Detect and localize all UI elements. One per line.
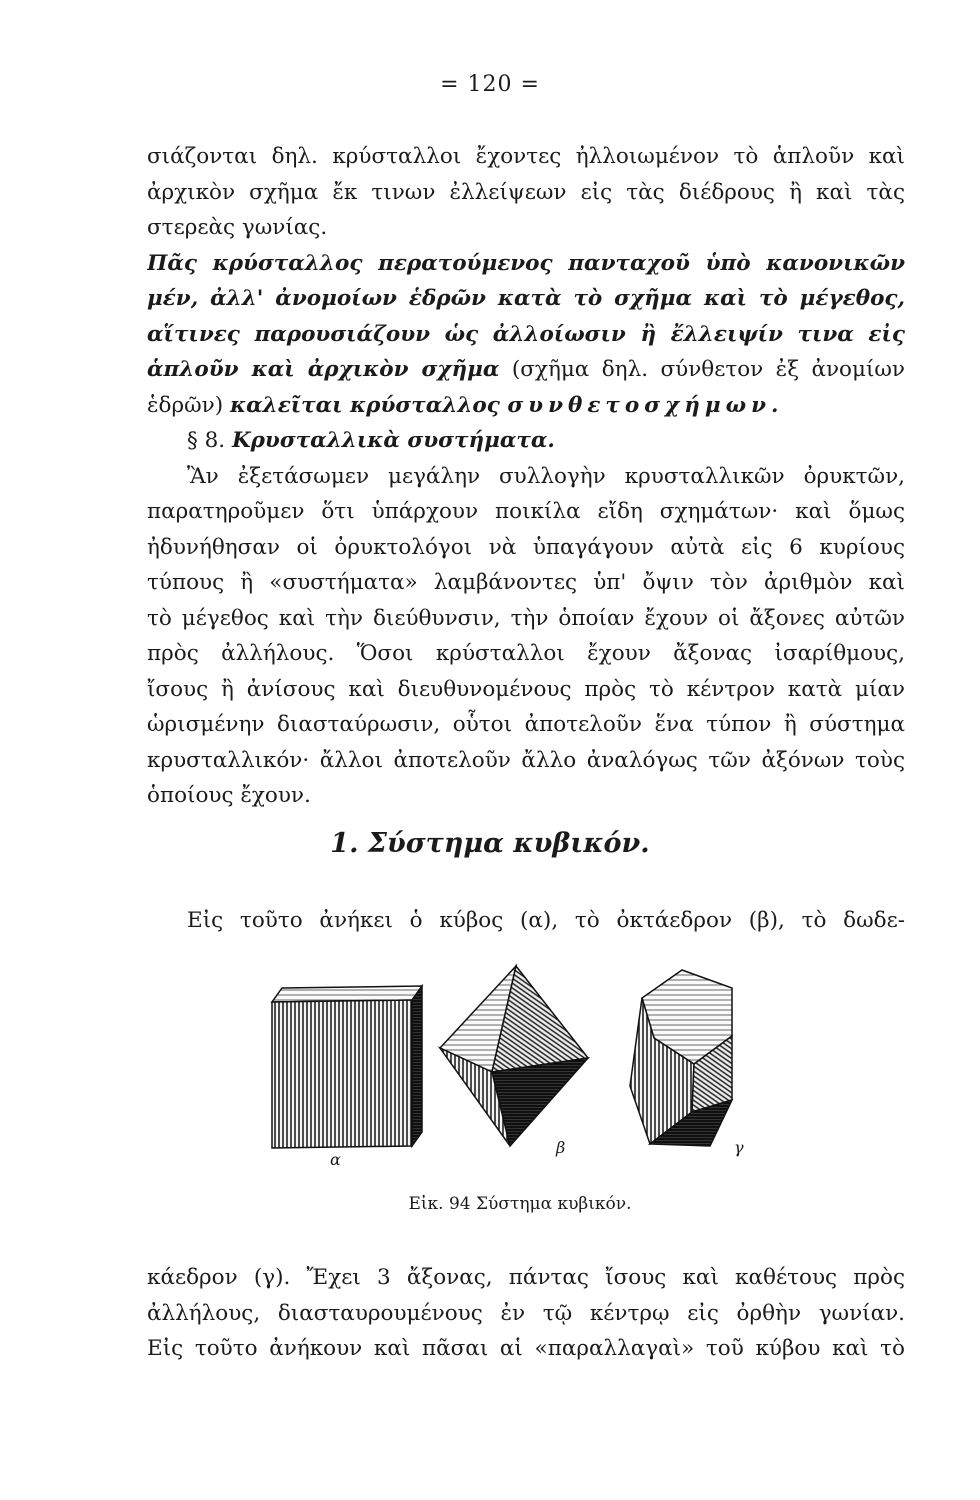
- section-number: § 8.: [187, 428, 232, 453]
- dodecahedron-drawing: [630, 970, 732, 1146]
- crystal-figure: [262, 958, 922, 1168]
- text-line: στερεὰς γωνίας.: [147, 215, 328, 240]
- text-line: ἠδυνήθησαν οἱ ὀρυκτολόγοι νὰ ὑπαγάγουν αὐτὰ εἰς 6 κυρίους: [147, 534, 905, 560]
- figure-label-beta: β: [556, 1138, 566, 1157]
- system-heading: 1. Σύστημα κυβικόν.: [330, 828, 650, 859]
- definition-plain-part: (σχῆμα δηλ. σύνθετον ἐξ ἀνομίων: [499, 357, 905, 382]
- text-line: ὁποίους ἔχουν.: [147, 783, 311, 808]
- text-line: ἀλλήλους, διασταυρουμένους ἐν τῷ κέντρῳ εἰς ὀρθὴν γωνίαν.: [147, 1300, 905, 1326]
- text-line: ἴσους ἢ ἀνίσους καὶ διευθυνομένους πρὸς τὸ κέντρον κατὰ μίαν: [147, 676, 905, 702]
- text-line: Ἂν ἐξετάσωμεν μεγάλην συλλογὴν κρυσταλλικῶν ὀρυκτῶν,: [187, 463, 905, 489]
- figure-caption: Εἰκ. 94 Σύστημα κυβικόν.: [408, 1194, 632, 1214]
- text-line: τύπους ἢ «συστήματα» λαμβάνοντες ὑπ' ὄψιν τὸν ἀριθμὸν καὶ: [147, 570, 905, 595]
- text-line: πρὸς ἀλλήλους. Ὅσοι κρύσταλλοι ἔχουν ἄξονας ἰσαρίθμους,: [147, 641, 905, 666]
- definition-line: [147, 388, 905, 424]
- text-line: παρατηροῦμεν ὅτι ὑπάρχουν ποικίλα εἴδη σχημάτων· καὶ ὅμως: [147, 499, 905, 524]
- paragraph-3: [147, 903, 905, 939]
- definition-spaced-term: συνθετοσχήμων.: [507, 392, 784, 418]
- page-number: = 120 =: [440, 72, 540, 97]
- figure-label-alpha: α: [330, 1150, 341, 1169]
- octahedron-drawing: [440, 966, 588, 1146]
- text-line: ἀρχικὸν σχῆμα ἔκ τινων ἐλλείψεων εἰς τὰς διέδρους ἢ καὶ τὰς: [147, 179, 905, 205]
- text-line: Εἰς τοῦτο ἀνήκει ὁ κύβος (α), τὸ ὀκτάεδρον (β), τὸ δωδε-: [187, 908, 905, 933]
- text-line: κάεδρον (γ). Ἔχει 3 ἄξονας, πάντας ἴσους καὶ καθέτους πρὸς: [147, 1265, 905, 1290]
- text-line: τὸ μέγεθος καὶ τὴν διεύθυνσιν, τὴν ὁποίαν ἔχουν οἱ ἄξονες αὐτῶν: [147, 605, 905, 631]
- crystal-illustrations: [262, 958, 922, 1168]
- main-text-block: [147, 139, 905, 814]
- definition-line: μέν, ἀλλ' ἀνομοίων ἑδρῶν κατὰ τὸ σχῆμα καὶ τὸ μέγεθος,: [147, 286, 905, 311]
- definition-line: αἵτινες παρουσιάζουν ὡς ἀλλοίωσιν ἢ ἔλλειψίν τινα εἰς: [147, 321, 905, 347]
- definition-bold-part: ἁπλοῦν καὶ ἀρχικὸν σχῆμα: [147, 357, 500, 382]
- text-line: ὡρισμένην διασταύρωσιν, οὗτοι ἀποτελοῦν ἕνα τύπον ἢ σύστημα: [147, 712, 905, 737]
- section-heading: [147, 423, 905, 459]
- section-title: Κρυσταλλικὰ συστήματα.: [231, 428, 555, 453]
- text-line: Εἰς τοῦτο ἀνήκουν καὶ πᾶσαι αἱ «παραλλαγαὶ» τοῦ κύβου καὶ τὸ: [147, 1336, 905, 1361]
- cube-drawing: [272, 986, 422, 1148]
- paragraph-4: [147, 1260, 905, 1367]
- definition-bold-part: καλεῖται κρύσταλλος: [229, 392, 508, 418]
- text-line: σιάζονται δηλ. κρύσταλλοι ἔχοντες ἠλλοιωμένον τὸ ἁπλοῦν καὶ: [147, 144, 905, 169]
- figure-label-gamma: γ: [734, 1138, 744, 1157]
- definition-plain-part: ἑδρῶν): [147, 392, 230, 418]
- text-line: κρυσταλλικόν· ἄλλοι ἀποτελοῦν ἄλλο ἀναλόγως τῶν ἀξόνων τοὺς: [147, 747, 905, 773]
- definition-line: Πᾶς κρύσταλλος περατούμενος πανταχοῦ ὑπὸ κανονικῶν: [147, 250, 905, 276]
- definition-line: [147, 352, 905, 388]
